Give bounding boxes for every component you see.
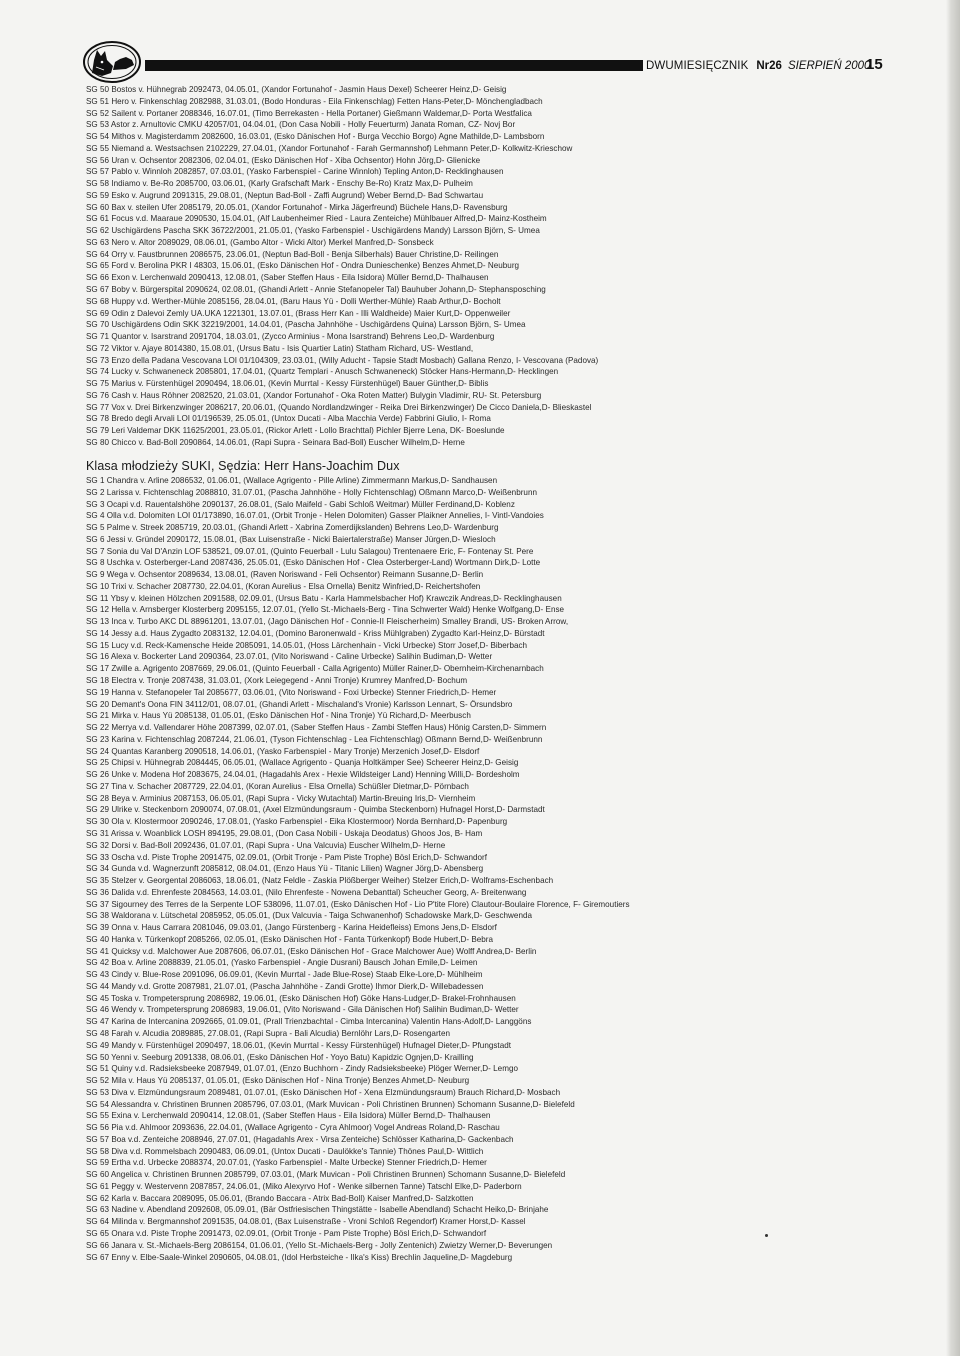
list-item: SG 28 Beya v. Arminius 2087153, 06.05.01, (Rapi Supra - Vicky Wutachtal) Martin-Breuing Iris,D- Viernheim — [86, 793, 476, 803]
list-item: SG 21 Mirka v. Haus Yü 2085138, 01.05.01, (Esko Dänischen Hof - Nina Tronje) Yü Richard,D- Meerbusch — [86, 711, 471, 721]
list-item: SG 67 Enny v. Elbe-Saale-Winkel 2090605, 04.08.01, (Idol Herbsteiche - Ilka's Kiss) Brechlin Jaqueline,D- Magdeburg — [86, 1252, 513, 1262]
page-number: 15 — [866, 56, 883, 73]
header-rule — [145, 60, 643, 71]
list-item: SG 80 Chicco v. Bad-Boll 2090864, 14.06.01, (Rapi Supra - Seinara Bad-Boll) Euscher Wilhelm,D- Herne — [86, 437, 465, 447]
list-item: SG 71 Quantor v. Isarstrand 2091704, 18.03.01, (Zycco Arminius - Mona Isarstrand) Behrens Leo,D- Wardenburg — [86, 332, 495, 342]
list-item: SG 64 Orry v. Faustbrunnen 2086575, 23.06.01, (Neptun Bad-Boll - Benja Silberhals) Bauer Christine,D- Reilingen — [86, 249, 499, 259]
list-item: SG 56 Uran v. Ochsentor 2082306, 02.04.01, (Esko Dänischen Hof - Xiba Ochsentor) Hohn Jörg,D- Glienicke — [86, 155, 481, 165]
list-item: SG 4 Olla v.d. Dolomiten LOI 01/173890, 16.07.01, (Orbit Tronje - Helen Dolomiten) Gasser Plaikner Annelies, I- Vintl-Vandoies — [86, 511, 544, 521]
list-item: SG 46 Wendy v. Trompetersprung 2086983, 19.06.01, (Vito Noriswand - Gila Dänischen Hof) Salihin Budiman,D- Wetter — [86, 1005, 519, 1015]
list-item: SG 13 Inca v. Turbo AKC DL 88961201, 13.07.01, (Jago Dänischen Hof - Connie-II Fleischerheim) Smalley Brandi, US- Broken Arrow, — [86, 617, 569, 627]
list-item: SG 35 Stelzer v. Georgental 2086063, 18.06.01, (Natz Feldle - Zaskia Plößberger Weiher) Stelzer Erich,D- Wolframs-Eschenbach — [86, 876, 554, 886]
section-heading: Klasa młodzieży SUKI, Sędzia: Herr Hans-Joachim Dux — [86, 459, 400, 473]
list-item: SG 64 Milinda v. Bergmannshof 2091535, 04.08.01, (Bax Luisenstraße - Vroni Schloß Regendorf) Kramer Horst,D- Kassel — [86, 1217, 526, 1227]
list-item: SG 12 Hella v. Arnsberger Klosterberg 2095155, 12.07.01, (Yello St.-Michaels-Berg - Tina Schwerter Wald) Henke Wolfgang,D- Ense — [86, 605, 565, 615]
list-item: SG 74 Lucky v. Schwaneneck 2085801, 17.04.01, (Quartz Templari - Anusch Schwaneneck) Stöcker Hans-Hermann,D- Hecklingen — [86, 367, 559, 377]
list-item: SG 65 Onara v.d. Piste Trophe 2091473, 02.09.01, (Orbit Tronje - Pam Piste Trophe) Bösl Erich,D- Schwandorf — [86, 1229, 487, 1238]
list-item: SG 51 Quiny v.d. Radsieksbeeke 2087949, 01.07.01, (Enzo Buchhorn - Zindy Radsieksbeeke) Plöger Werner,D- Lemgo — [86, 1064, 519, 1074]
results-list-females — [86, 475, 916, 1263]
list-item: SG 32 Dorsi v. Bad-Boll 2092436, 01.07.01, (Rapi Supra - Una Valcuvia) Euscher Wilhelm,D- Herne — [86, 840, 446, 850]
publication-name: DWUMIESIĘCZNIK — [646, 60, 749, 72]
list-item: SG 2 Larissa v. Fichtenschlag 2088810, 31.07.01, (Pascha Jahnhöhe - Holly Fichtenschlag) Oßmann Marco,D- Weißenbrunn — [86, 487, 537, 497]
list-item: SG 7 Sonia du Val D'Anzin LOF 538521, 09.07.01, (Quinto Feuerball - Lulu Salagou) Trentenaere Eric, F- Fontenay St. Pere — [86, 546, 534, 556]
list-item: SG 52 Sailent v. Portaner 2088346, 16.07.01, (Timo Berrekasten - Hella Portaner) Gießmann Waldemar,D- Porta Westfalica — [86, 108, 532, 118]
list-item: SG 41 Quicksy v.d. Malchower Aue 2087606, 06.07.01, (Esko Dänischen Hof - Grace Malchower Aue) Wolff Andrea,D- Berlin — [86, 946, 537, 956]
list-item: SG 50 Bostos v. Hühnegrab 2092473, 04.05.01, (Xandor Fortunahof - Jasmin Haus Dexel) Scheerer Heinz,D- Geisig — [86, 85, 507, 94]
list-item: SG 78 Bredo degli Arvali LOI 01/196539, 25.05.01, (Untox Ducati - Alba Macchia Verde) Fabbrini Giulio, I- Roma — [86, 414, 491, 424]
list-item: SG 30 Ola v. Klostermoor 2090246, 17.08.01, (Yasko Farbenspiel - Eika Klostermoor) Norda Bernhard,D- Papenburg — [86, 817, 508, 827]
list-item: SG 18 Electra v. Tronje 2087438, 31.03.01, (Xork Leiegegend - Anni Tronje) Krumrey Manfred,D- Bochum — [86, 676, 468, 686]
list-item: SG 42 Boa v. Arline 2088839, 21.05.01, (Yasko Farbenspiel - Angie Dusrani) Bausch Johan Emile,D- Leimen — [86, 958, 478, 968]
list-item: SG 16 Alexa v. Bockerter Land 2090364, 23.07.01, (Vito Noriswand - Caline Urbecke) Salihin Budiman,D- Wetter — [86, 652, 493, 662]
list-item: SG 56 Pia v.d. Ahlmoor 2093636, 22.04.01, (Wallace Agrigento - Cyra Ahlmoor) Vogel Andreas Roland,D- Raschau — [86, 1123, 500, 1133]
list-item: SG 9 Wega v. Ochsentor 2089634, 13.08.01, (Raven Noriswand - Feli Ochsentor) Reimann Susanne,D- Berlin — [86, 570, 484, 580]
list-item: SG 20 Demant's Oona FIN 34112/01, 08.07.01, (Ghandi Arlett - Mischaland's Vronie) Karlsson Lennart, S- Örsundsbro — [86, 699, 513, 709]
list-item: SG 55 Exina v. Lerchenwald 2090414, 12.08.01, (Saber Steffen Haus - Eila Isidora) Müller Bernd,D- Thalhausen — [86, 1111, 491, 1121]
list-item: SG 58 Diva v.d. Rommelsbach 2090483, 06.09.01, (Untox Ducati - Daulökke's Tannie) Thönes Paul,D- Wittlich — [86, 1146, 484, 1156]
list-item: SG 79 Leri Valdemar DKK 11625/2001, 23.05.01, (Rickor Arlett - Lollo Brachttal) Pichler Bjerre Lena, DK- Boeslunde — [86, 426, 505, 436]
list-item: SG 5 Palme v. Streek 2085719, 20.03.01, (Ghandi Arlett - Xabrina Zomerdijkslanden) Behrens Leo,D- Wardenburg — [86, 523, 499, 533]
list-item: SG 61 Peggy v. Westervenn 2087857, 24.06.01, (Miko Alexyrvo Hof - Wenke silbernen Tanne) Tatschl Elke,D- Paderborn — [86, 1181, 522, 1191]
list-item: SG 66 Janara v. St.-Michaels-Berg 2086154, 01.06.01, (Yello St.-Michaels-Berg - Jolly Zentenich) Zwietzy Werner,D- Beverungen — [86, 1240, 553, 1250]
list-item: SG 23 Karina v. Fichtenschlag 2087244, 21.06.01, (Tyson Fichtenschlag - Lea Fichtenschlag) Oßmann Bernd,D- Weißenbrunn — [86, 734, 543, 744]
list-item: SG 36 Dalida v.d. Ehrenfeste 2084563, 14.03.01, (Nilo Ehrenfeste - Nowena Debanttal) Scheucher Georg, A- Breitenwang — [86, 887, 527, 897]
list-item: SG 45 Toska v. Trompetersprung 2086982, 19.06.01, (Esko Dänischen Hof) Göke Hans-Ludger,D- Brakel-Frohnhausen — [86, 993, 516, 1003]
list-item: SG 76 Cash v. Haus Röhner 2082520, 21.03.01, (Xandor Fortunahof - Oka Roten Matter) Bulygin Vladimir, RU- St. Petersburg — [86, 390, 542, 400]
list-item: SG 50 Yenni v. Seeburg 2091338, 08.06.01, (Esko Dänischen Hof - Yoyo Batu) Kapidzic Ognjen,D- Krailling — [86, 1052, 474, 1062]
list-item: SG 29 Ulrike v. Steckenborn 2090074, 07.08.01, (Axel Elzmündungsraum - Quimba Steckenborn) Hufnagel Horst,D- Darmstadt — [86, 805, 545, 815]
list-item: SG 73 Enzo della Padana Vescovana LOI 01/104309, 23.03.01, (Willy Aducht - Tapsie Stadt Mosbach) Gallana Renzo, I- Vescovana (Padova) — [86, 355, 599, 365]
list-item: SG 15 Lucy v.d. Reck-Kamensche Heide 2085091, 14.05.01, (Hoss Lärchenhain - Vicki Urbecke) Storr Josef,D- Biberbach — [86, 640, 528, 650]
list-item: SG 48 Farah v. Alcudia 2089885, 27.08.01, (Rapi Supra - Bali Alcudia) Bernlöhr Lars,D- Rosengarten — [86, 1028, 450, 1038]
list-item: SG 72 Viktor v. Ajaye 8014380, 15.08.01, (Ursus Batu - Isis Quartier Latin) Statham Richard, US- Westland, — [86, 343, 474, 353]
list-item: SG 60 Angelica v. Christinen Brunnen 2085799, 07.03.01, (Mark Muvican - Poli Christinen Brunnen) Schomann Susanne,D- Bielefeld — [86, 1170, 566, 1180]
list-item: SG 38 Waldorana v. Lütschetal 2085952, 05.05.01, (Dux Valcuvia - Taiga Schwanenhof) Schadowske Mark,D- Geschwenda — [86, 911, 533, 921]
list-item: SG 1 Chandra v. Arline 2086532, 01.06.01, (Wallace Agrigento - Pille Arline) Zimmermann Markus,D- Sandhausen — [86, 476, 498, 485]
list-item: SG 61 Focus v.d. Maaraue 2090530, 15.04.01, (Alf Laubenheimer Ried - Laura Zenteiche) Mühlbauer Alfred,D- Mainz-Kostheim — [86, 214, 547, 224]
list-item: SG 47 Karina de Intercanina 2092665, 01.09.01, (Prall Trienzbachtal - Cimba Intercanina) Valentin Hans-Adolf,D- Langgöns — [86, 1017, 532, 1027]
list-item: SG 8 Uschka v. Osterberger-Land 2087436, 25.05.01, (Esko Dänischen Hof - Clea Osterberger-Land) Wortmann Dirk,D- Lotte — [86, 558, 541, 568]
list-item: SG 14 Jessy a.d. Haus Zygadto 2083132, 12.04.01, (Domino Baronenwald - Kriss Mühlgraben) Zygadto Karl-Heinz,D- Bürstadt — [86, 628, 545, 638]
list-item: SG 57 Boa v.d. Zenteiche 2088946, 27.07.01, (Hagadahls Arex - Virsa Zenteiche) Schlösser Katharina,D- Gackenbach — [86, 1134, 514, 1144]
list-item: SG 75 Marius v. Fürstenhügel 2090494, 18.06.01, (Kevin Murrtal - Kessy Fürstenhügel) Bauer Günther,D- Biblis — [86, 379, 489, 389]
results-list-males — [86, 84, 916, 449]
list-item: SG 51 Hero v. Finkenschlag 2082988, 31.03.01, (Bodo Honduras - Eila Finkenschlag) Fetten Hans-Peter,D- Mönchengladbach — [86, 96, 543, 106]
list-item: SG 59 Ertha v.d. Urbecke 2088374, 20.07.01, (Yasko Farbenspiel - Malte Urbecke) Stenner Friedrich,D- Hemer — [86, 1158, 487, 1168]
list-item: SG 31 Arissa v. Woanblick LOSH 894195, 29.08.01, (Don Casa Nobili - Uskaja Deodatus) Ghoos Jos, B- Ham — [86, 828, 483, 838]
list-item: SG 54 Alessandra v. Christinen Brunnen 2085796, 07.03.01, (Mark Muvican - Poli Christinen Brunnen) Schomann Susanne,D- Bielefeld — [86, 1099, 575, 1109]
list-item: SG 26 Unke v. Modena Hof 2083675, 24.04.01, (Hagadahls Arex - Hexie Wildsteiger Land) Henning Willi,D- Bordesholm — [86, 770, 520, 780]
list-item: SG 57 Pablo v. Winnloh 2082857, 07.03.01, (Yasko Farbenspiel - Carine Winnloh) Tepling Anton,D- Recklinghausen — [86, 167, 504, 177]
list-item: SG 67 Boby v. Bürgerspital 2090624, 02.08.01, (Ghandi Arlett - Annie Stefanopeler Tal) Bauhuber Johann,D- Stephansposching — [86, 285, 546, 295]
list-item: SG 39 Onna v. Haus Carrara 2081046, 09.03.01, (Jango Fürstenberg - Karina Heidefleiss) Emons Jens,D- Elsdorf — [86, 923, 497, 933]
print-dot — [765, 1234, 768, 1237]
list-item: SG 44 Mandy v.d. Grotte 2087981, 21.07.01, (Pascha Jahnhöhe - Zandi Grotte) Ihmor Dierk,D- Willebadessen — [86, 981, 484, 991]
list-item: SG 63 Nadine v. Abendland 2092608, 05.09.01, (Bär Ostfriesischen Thingstätte - Isabelle Abendland) Schacht Heiko,D- Brinjahe — [86, 1205, 549, 1215]
list-item: SG 77 Vox v. Drei Birkenzwinger 2086217, 20.06.01, (Quando Nordlandzwinger - Reika Drei Birkenzwinger) De Cicco Daniela,D- Blieskastel — [86, 402, 592, 412]
list-item: SG 25 Chipsi v. Hühnegrab 2084445, 06.05.01, (Wallace Agrigento - Quanja Holtkämper See) Scheerer Heinz,D- Geisig — [86, 758, 519, 768]
list-item: SG 40 Hanka v. Türkenkopf 2085266, 02.05.01, (Esko Dänischen Hof - Fanta Türkenkopf) Bode Hubert,D- Bebra — [86, 934, 494, 944]
list-item: SG 55 Niemand a. Westsachsen 2102229, 27.04.01, (Xandor Fortunahof - Farah Germannshof) Lehmann Peter,D- Kolkwitz-Krieschow — [86, 143, 573, 153]
list-item: SG 52 Mila v. Haus Yü 2085137, 01.05.01, (Esko Dänischen Hof - Nina Tronje) Benzes Ahmet,D- Neuburg — [86, 1076, 470, 1086]
list-item: SG 37 Sigourney des Terres de la Serpente LOF 538096, 11.07.01, (Esko Dänischen Hof - Lio P'tite Flore) Clautour-Boulaire Florence, F- Giremoutiers — [86, 899, 630, 909]
list-item: SG 53 Diva v. Elzmündungsraum 2089481, 01.07.01, (Esko Dänischen Hof - Xena Elzmündungsraum) Brauch Richard,D- Mosbach — [86, 1087, 561, 1097]
list-item: SG 62 Karla v. Baccara 2089095, 05.06.01, (Brando Baccara - Atrix Bad-Boll) Kaiser Manfred,D- Salzkotten — [86, 1193, 474, 1203]
list-item: SG 66 Exon v. Lerchenwald 2090413, 12.08.01, (Saber Steffen Haus - Eila Isidora) Müller Bernd,D- Thalhausen — [86, 273, 489, 283]
list-item: SG 27 Tina v. Schacher 2087729, 22.04.01, (Koran Aurelius - Elsa Ornella) Schüßler Dietmar,D- Pörnbach — [86, 781, 469, 791]
list-item: SG 68 Huppy v.d. Werther-Mühle 2085156, 28.04.01, (Baru Haus Yü - Dolli Werther-Mühle) Raab Arthur,D- Bocholt — [86, 296, 501, 306]
issue-number: Nr26 — [756, 60, 782, 72]
list-item: SG 19 Hanna v. Stefanopeler Tal 2085677, 03.06.01, (Vito Noriswand - Foxi Urbecke) Stenner Friedrich,D- Hemer — [86, 687, 497, 697]
shepherd-dog-head-with-map-icon — [82, 40, 142, 84]
list-item: SG 24 Quantas Karanberg 2090518, 14.06.01, (Yasko Farbenspiel - Mary Tronje) Merzenich Josef,D- Elsdorf — [86, 746, 480, 756]
list-item: SG 22 Merrya v.d. Vallendarer Höhe 2087399, 02.07.01, (Saber Steffen Haus - Zambi Steffen Haus) Hönig Carsten,D- Simmern — [86, 723, 547, 733]
list-item: SG 63 Nero v. Altor 2089029, 08.06.01, (Gambo Altor - Wicki Altor) Merkel Manfred,D- Sonsbeck — [86, 237, 434, 247]
list-item: SG 43 Cindy v. Blue-Rose 2091096, 06.09.01, (Kevin Murrtal - Jade Blue-Rose) Staab Elke-Lore,D- Mühlheim — [86, 970, 483, 980]
list-item: SG 70 Uschigärdens Odin SKK 32219/2001, 14.04.01, (Pascha Jahnhöhe - Uschigärdens Quina) Larsson Björn, S- Umea — [86, 320, 526, 330]
list-item: SG 60 Bax v. steilen Ufer 2085179, 20.05.01, (Xandor Fortunahof - Mirka Jägerfreund) Büchele Hans,D- Ravensburg — [86, 202, 508, 212]
list-item: SG 49 Mandy v. Fürstenhügel 2090497, 18.06.01, (Kevin Murrtal - Kessy Fürstenhügel) Hufnagel Dieter,D- Pfungstadt — [86, 1040, 512, 1050]
list-item: SG 33 Oscha v.d. Piste Trophe 2091475, 02.09.01, (Orbit Tronje - Pam Piste Trophe) Bösl Erich,D- Schwandorf — [86, 852, 488, 862]
list-item: SG 17 Zwille a. Agrigento 2087669, 29.06.01, (Quinto Feuerball - Calla Agrigento) Müller Rainer,D- Obernheim-Kirchenarnbach — [86, 664, 544, 674]
list-item: SG 69 Odin z Dalevoi Zemly UA.UKA 1221301, 13.07.01, (Brass Herr Kan - Illi Waldheide) Maier Kurt,D- Oppenweiler — [86, 308, 511, 318]
list-item: SG 3 Ocapi v.d. Rauentalshöhe 2090137, 26.08.01, (Salo Maifeld - Gabi Schloß Weitmar) Müller Ferdinand,D- Koblenz — [86, 499, 515, 509]
list-item: SG 54 Mithos v. Magisterdamm 2082600, 16.03.01, (Esko Dänischen Hof - Burga Vecchio Borgo) Agne Mathilde,D- Lambsborn — [86, 132, 545, 142]
list-item: SG 6 Jessi v. Gründel 2090172, 15.08.01, (Bax Luisenstraße - Nicki Baiertalerstraße) Manser Jürgen,D- Wiesloch — [86, 534, 496, 544]
list-item: SG 10 Trixi v. Schacher 2087730, 22.04.01, (Koran Aurelius - Elsa Ornella) Benitz Winfried,D- Reichertshofen — [86, 581, 481, 591]
list-item: SG 58 Indiamo v. Be-Ro 2085700, 03.06.01, (Karly Grafschaft Mark - Enschy Be-Ro) Kratz Max,D- Pulheim — [86, 179, 473, 189]
list-item: SG 34 Gunda v.d. Wagnerzunft 2085812, 08.04.01, (Enzo Haus Yü - Titanic Lilien) Wagner Jörg,D- Abensberg — [86, 864, 484, 874]
list-item: SG 62 Uschigärdens Pascha SKK 36722/2001, 21.05.01, (Yasko Farbenspiel - Uschigärdens Mandy) Larsson Björn, S- Umea — [86, 226, 540, 236]
issue-date: SIERPIEŃ 2000 — [787, 60, 871, 72]
list-item: SG 53 Astor z. Arnultovic CMKU 42057/01, 04.04.01, (Don Casa Nobili - Holly Feuerturm) Janata Roman, CZ- Novj Bor — [86, 120, 516, 130]
page-edge — [946, 0, 960, 1356]
header-publication-line — [646, 58, 870, 74]
list-item: SG 65 Ford v. Berolina PKR I 48303, 15.06.01, (Esko Dänischen Hof - Ondra Dunieschenke) Benzes Ahmet,D- Neuburg — [86, 261, 520, 271]
list-item: SG 11 Ybsy v. kleinen Hölzchen 2091588, 02.09.01, (Ursus Batu - Karla Hammelsbacher Hof) Krawczik Andreas,D- Recklinghausen — [86, 593, 562, 603]
list-item: SG 59 Esko v. Augrund 2091315, 29.08.01, (Neptun Bad-Boll - Zaffi Augrund) Weber Bernd,D- Bad Schwartau — [86, 190, 484, 200]
